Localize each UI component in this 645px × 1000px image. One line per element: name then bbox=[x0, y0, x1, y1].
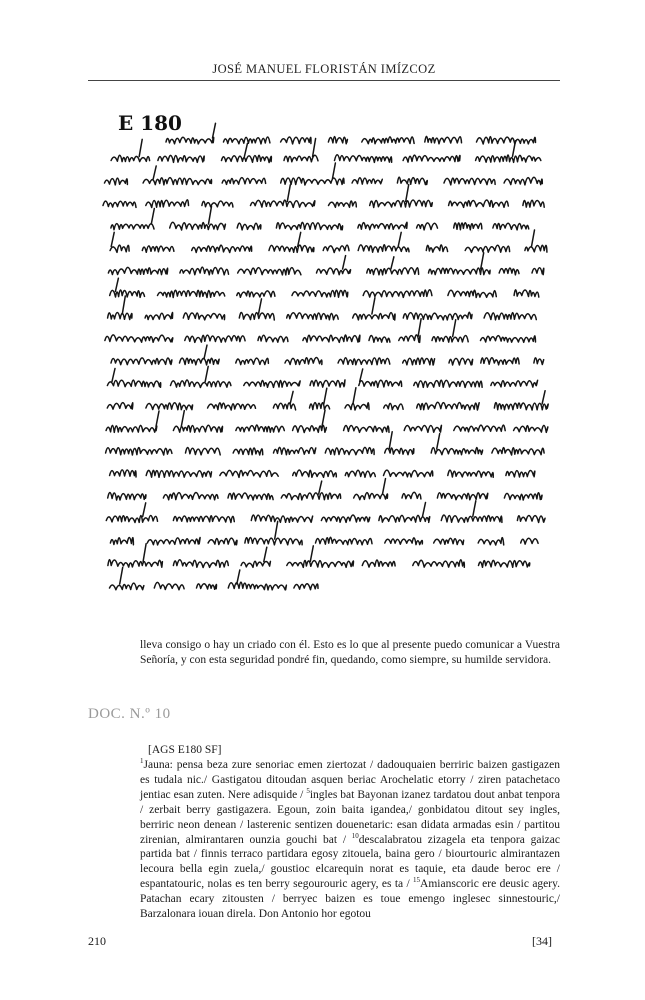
handwriting-stroke bbox=[403, 358, 435, 365]
handwriting-stroke bbox=[220, 470, 278, 477]
handwriting-ascender bbox=[244, 144, 247, 157]
handwriting-stroke bbox=[352, 178, 382, 184]
handwriting-ascender bbox=[264, 547, 267, 561]
page-number: 210 bbox=[88, 934, 106, 948]
handwriting-ascender bbox=[383, 479, 386, 494]
handwriting-stroke bbox=[384, 403, 403, 409]
handwriting-stroke bbox=[154, 582, 184, 589]
handwriting-stroke bbox=[185, 335, 245, 342]
handwriting-stroke bbox=[237, 291, 275, 297]
handwriting-stroke bbox=[517, 515, 545, 522]
handwriting-ascender bbox=[112, 369, 115, 382]
handwriting-stroke bbox=[222, 178, 265, 185]
handwriting-stroke bbox=[413, 560, 465, 568]
handwriting-ascender bbox=[122, 296, 125, 314]
handwriting-stroke bbox=[344, 425, 389, 432]
handwriting-stroke bbox=[287, 560, 354, 567]
handwriting-stroke bbox=[145, 312, 173, 319]
handwriting-stroke bbox=[316, 537, 373, 545]
handwriting-ascender bbox=[353, 388, 356, 404]
handwriting-ascender bbox=[205, 366, 208, 381]
handwriting-stroke bbox=[449, 200, 509, 207]
handwriting-ascender bbox=[437, 434, 440, 449]
handwriting-stroke bbox=[499, 268, 519, 275]
handwriting-ascender bbox=[213, 123, 216, 138]
handwriting-stroke bbox=[317, 268, 351, 275]
handwriting-stroke bbox=[110, 537, 133, 544]
line-number: 15 bbox=[413, 876, 421, 885]
handwriting-stroke bbox=[329, 201, 357, 207]
handwriting-stroke bbox=[484, 313, 536, 320]
handwriting-stroke bbox=[106, 425, 157, 432]
handwriting-stroke bbox=[310, 403, 330, 410]
handwriting-stroke bbox=[294, 584, 318, 590]
handwriting-stroke bbox=[285, 357, 322, 364]
handwriting-stroke bbox=[437, 493, 487, 500]
archive-reference: [AGS E180 SF] bbox=[148, 744, 222, 756]
handwriting-stroke bbox=[492, 448, 544, 455]
handwriting-stroke bbox=[532, 268, 544, 275]
handwriting-stroke bbox=[106, 515, 157, 522]
handwriting-stroke bbox=[146, 470, 211, 477]
handwriting-stroke bbox=[274, 447, 316, 454]
handwriting-ascender bbox=[237, 570, 240, 584]
handwriting-stroke bbox=[345, 470, 375, 477]
handwriting-stroke bbox=[110, 583, 144, 590]
transcription-text: Amianscoric ere deusic agery. Patachan ecary zitousten / berryec baizen es toue emengo inglesec sinnestouric,/ Barzalonara iouan direla. Don Antonio hor egotou bbox=[140, 878, 560, 921]
transcription-text: Jauna: pensa beza zure senoriac emen ziertozat / dadouquaien berriric baizen gastigazen es tudala nic./ Gastigatou ditoudan asquen beriac Arochelatic etorry / ziren patachetaco jentiac esan zuten. Nere adisquide / bbox=[140, 759, 560, 801]
handwriting-stroke bbox=[107, 403, 133, 410]
handwriting-stroke bbox=[479, 560, 530, 567]
handwriting-stroke bbox=[281, 137, 311, 144]
handwriting-stroke bbox=[494, 403, 548, 410]
handwriting-stroke bbox=[514, 425, 548, 432]
handwriting-ascender bbox=[360, 369, 363, 382]
handwriting-stroke bbox=[238, 268, 301, 275]
handwriting-ascender bbox=[473, 501, 476, 517]
handwriting-stroke bbox=[239, 313, 274, 320]
handwriting-stroke bbox=[476, 155, 541, 162]
handwriting-stroke bbox=[293, 470, 337, 477]
handwriting-ascender bbox=[389, 432, 392, 449]
handwriting-ascender bbox=[322, 410, 325, 426]
handwriting-stroke bbox=[425, 136, 462, 143]
handwriting-ascender bbox=[532, 230, 535, 247]
handwriting-stroke bbox=[281, 177, 344, 185]
handwriting-ascender bbox=[398, 232, 401, 246]
handwriting-stroke bbox=[338, 358, 390, 365]
handwriting-ascender bbox=[209, 206, 212, 224]
handwriting-stroke bbox=[397, 177, 427, 184]
handwriting-ascender bbox=[204, 345, 207, 359]
handwriting-stroke bbox=[481, 358, 519, 365]
handwriting-stroke bbox=[111, 155, 150, 161]
handwriting-ascender bbox=[418, 319, 421, 337]
handwriting-stroke bbox=[477, 137, 536, 144]
handwriting-stroke bbox=[370, 200, 433, 207]
handwriting-stroke bbox=[108, 493, 146, 500]
handwriting-stroke bbox=[224, 137, 270, 144]
handwriting-ascender bbox=[310, 546, 313, 562]
handwriting-stroke bbox=[403, 155, 460, 162]
handwriting-stroke bbox=[417, 223, 438, 230]
handwriting-stroke bbox=[449, 358, 473, 365]
handwriting-stroke bbox=[269, 245, 314, 252]
handwriting-ascender bbox=[290, 391, 293, 404]
transcription-body bbox=[140, 758, 560, 922]
handwriting-ascender bbox=[259, 299, 262, 314]
running-header: JOSÉ MANUEL FLORISTÁN IMÍZCOZ bbox=[212, 62, 436, 76]
handwriting-stroke bbox=[444, 178, 495, 185]
handwriting-stroke bbox=[403, 312, 472, 320]
handwriting-stroke bbox=[362, 560, 395, 567]
handwriting-ascender bbox=[372, 298, 375, 314]
handwriting-stroke bbox=[180, 358, 220, 365]
handwriting-stroke bbox=[432, 335, 468, 342]
handwriting-stroke bbox=[493, 223, 529, 230]
handwriting-stroke bbox=[454, 425, 505, 432]
handwriting-ascender bbox=[111, 232, 114, 246]
handwriting-stroke bbox=[208, 538, 237, 545]
handwriting-stroke bbox=[108, 560, 162, 568]
handwriting-stroke bbox=[345, 403, 369, 410]
handwriting-stroke bbox=[103, 201, 136, 207]
handwriting-stroke bbox=[105, 335, 173, 342]
handwriting-stroke bbox=[504, 493, 542, 500]
transcription-text: descalabratou zizagela eta tenpora gaizac partida bat / finnis terraco partidara egosy zitouela, baina gero / biourtouric almirantazen lecoura bella egin zuela,/ goustioc elcarequin norat es taquie, eta daude beroc ere / espantatouric, nolas es ten berry segourouric agery, es ta / bbox=[140, 833, 560, 891]
handwriting-stroke bbox=[534, 358, 544, 365]
handwriting-ascender bbox=[275, 521, 278, 539]
handwriting-stroke bbox=[523, 200, 544, 207]
handwriting-ascender bbox=[115, 278, 118, 291]
handwriting-ascender bbox=[153, 166, 156, 179]
handwriting-stroke bbox=[448, 290, 496, 297]
handwriting-stroke bbox=[385, 538, 423, 545]
handwriting-ascender bbox=[453, 320, 456, 337]
handwriting-stroke bbox=[325, 447, 374, 454]
transcription-text: ingles bat Bayonan izanez tardatou dout anbat tenpora / zerbait berry gastigazera. Egoun, zoin baita igandea,/ gonbidatou ditout sey ingles, berriric neon denean / lasterenic sentizen douenetaric: esan didata armadas esin / partitou zirenian, almirantaren ounzia gouchi bat / bbox=[140, 788, 560, 846]
handwriting-ascender bbox=[143, 544, 146, 562]
handwriting-stroke bbox=[321, 515, 369, 522]
handwriting-stroke bbox=[183, 313, 224, 320]
handwriting-stroke bbox=[163, 493, 218, 500]
handwriting-stroke bbox=[367, 268, 419, 275]
header-rule bbox=[88, 80, 560, 81]
handwriting-stroke bbox=[111, 224, 154, 230]
handwriting-stroke bbox=[481, 336, 536, 343]
handwriting-stroke bbox=[208, 403, 256, 410]
handwriting-stroke bbox=[358, 245, 409, 252]
handwriting-ascender bbox=[143, 503, 146, 517]
handwriting-stroke bbox=[251, 200, 315, 207]
handwriting-ascender bbox=[324, 388, 327, 404]
handwriting-stroke bbox=[186, 447, 221, 454]
handwriting-stroke bbox=[106, 448, 172, 455]
handwriting-stroke bbox=[506, 470, 535, 477]
handwriting-stroke bbox=[448, 470, 493, 477]
handwriting-stroke bbox=[241, 561, 270, 567]
line-number: 10 bbox=[351, 831, 359, 840]
handwriting-stroke bbox=[359, 380, 402, 387]
handwriting-stroke bbox=[146, 403, 193, 410]
caption-paragraph: lleva consigo o hay un criado con él. Esto es lo que al presente puedo comunicar a Vuestra Señoría, y con esta seguridad pondré fin, quedando, como siempre, su humilde servidora. bbox=[140, 639, 560, 666]
handwriting-ascender bbox=[542, 391, 545, 404]
handwriting-stroke bbox=[192, 245, 252, 252]
handwriting-stroke bbox=[111, 358, 172, 365]
handwriting-stroke bbox=[170, 222, 226, 230]
handwriting-ascender bbox=[181, 411, 184, 427]
handwriting-stroke bbox=[276, 222, 342, 229]
handwriting-stroke bbox=[363, 290, 432, 298]
handwriting-stroke bbox=[402, 492, 421, 499]
handwriting-stroke bbox=[431, 447, 482, 454]
handwriting-stroke bbox=[110, 470, 136, 477]
handwriting-stroke bbox=[108, 312, 132, 319]
handwriting-stroke bbox=[426, 245, 447, 252]
handwriting-stroke bbox=[287, 313, 339, 320]
handwriting-stroke bbox=[454, 223, 482, 230]
handwriting-stroke bbox=[108, 267, 167, 274]
handwriting-stroke bbox=[525, 245, 547, 252]
handwriting-ascender bbox=[406, 185, 409, 202]
line-number: 1 bbox=[140, 757, 144, 766]
handwriting-stroke bbox=[166, 137, 214, 144]
handwriting-stroke bbox=[478, 538, 504, 545]
manuscript-image bbox=[96, 102, 562, 622]
handwriting-ascender bbox=[287, 185, 290, 202]
handwriting-stroke bbox=[236, 358, 269, 364]
handwriting-stroke bbox=[281, 493, 340, 500]
handwriting-stroke bbox=[328, 137, 347, 144]
handwriting-stroke bbox=[236, 425, 284, 432]
handwriting-ascender bbox=[313, 139, 316, 157]
handwriting-stroke bbox=[244, 380, 300, 387]
handwriting-stroke bbox=[491, 380, 538, 387]
handwriting-stroke bbox=[310, 380, 345, 387]
handwriting-ascender bbox=[139, 139, 142, 156]
handwriting-stroke bbox=[171, 380, 231, 388]
handwriting-stroke bbox=[258, 335, 288, 342]
handwriting-stroke bbox=[107, 380, 160, 387]
handwriting-stroke bbox=[362, 137, 414, 144]
handwriting-stroke bbox=[110, 245, 129, 252]
handwriting-stroke bbox=[197, 584, 217, 590]
handwriting-ascender bbox=[319, 481, 322, 494]
handwriting-stroke bbox=[237, 223, 261, 230]
handwriting-stroke bbox=[222, 155, 272, 162]
handwriting-stroke bbox=[158, 155, 204, 162]
handwriting-stroke bbox=[414, 380, 482, 387]
handwriting-stroke bbox=[233, 448, 263, 455]
handwriting-stroke bbox=[142, 246, 174, 252]
handwriting-ascender bbox=[298, 232, 301, 246]
handwriting-stroke bbox=[514, 290, 539, 297]
handwriting-stroke bbox=[158, 290, 225, 297]
manuscript-label: E 180 bbox=[118, 111, 182, 135]
handwriting-stroke bbox=[303, 335, 360, 342]
handwriting-stroke bbox=[399, 335, 420, 342]
handwriting-stroke bbox=[404, 425, 441, 432]
handwriting-stroke bbox=[353, 313, 395, 320]
handwriting-stroke bbox=[173, 516, 234, 523]
handwriting-ascender bbox=[120, 567, 123, 584]
handwriting-stroke bbox=[251, 515, 312, 522]
handwriting-stroke bbox=[202, 201, 233, 207]
handwriting-ascender bbox=[481, 253, 484, 269]
handwriting-stroke bbox=[228, 493, 273, 500]
line-number: 5 bbox=[306, 786, 310, 795]
doc-number-heading: DOC. N.º 10 bbox=[88, 706, 171, 722]
handwriting-ascender bbox=[151, 209, 154, 225]
handwriting-stroke bbox=[504, 177, 542, 185]
handwriting-stroke bbox=[384, 470, 433, 477]
handwriting-stroke bbox=[292, 290, 348, 297]
handwriting-stroke bbox=[335, 155, 392, 163]
handwriting-stroke bbox=[521, 538, 538, 544]
handwriting-stroke bbox=[147, 537, 200, 544]
handwriting-stroke bbox=[417, 402, 479, 410]
handwriting-stroke bbox=[441, 515, 502, 522]
handwriting-ascender bbox=[391, 257, 394, 269]
handwriting-stroke bbox=[434, 538, 464, 544]
handwriting-ascender bbox=[423, 503, 426, 517]
handwriting-stroke bbox=[245, 537, 302, 544]
handwriting-stroke bbox=[173, 560, 228, 568]
handwriting-ascender bbox=[156, 411, 159, 427]
handwriting-stroke bbox=[180, 267, 229, 275]
handwriting-ascender bbox=[332, 163, 335, 179]
handwriting-ascender bbox=[343, 256, 346, 269]
handwriting-stroke bbox=[273, 403, 295, 410]
handwriting-stroke bbox=[369, 336, 390, 343]
bracket-page-number: [34] bbox=[532, 934, 552, 948]
handwriting-stroke bbox=[358, 222, 407, 230]
handwriting-stroke bbox=[465, 245, 509, 252]
handwriting-stroke bbox=[105, 178, 128, 185]
handwriting-stroke bbox=[146, 200, 189, 208]
handwriting-stroke bbox=[323, 245, 349, 252]
